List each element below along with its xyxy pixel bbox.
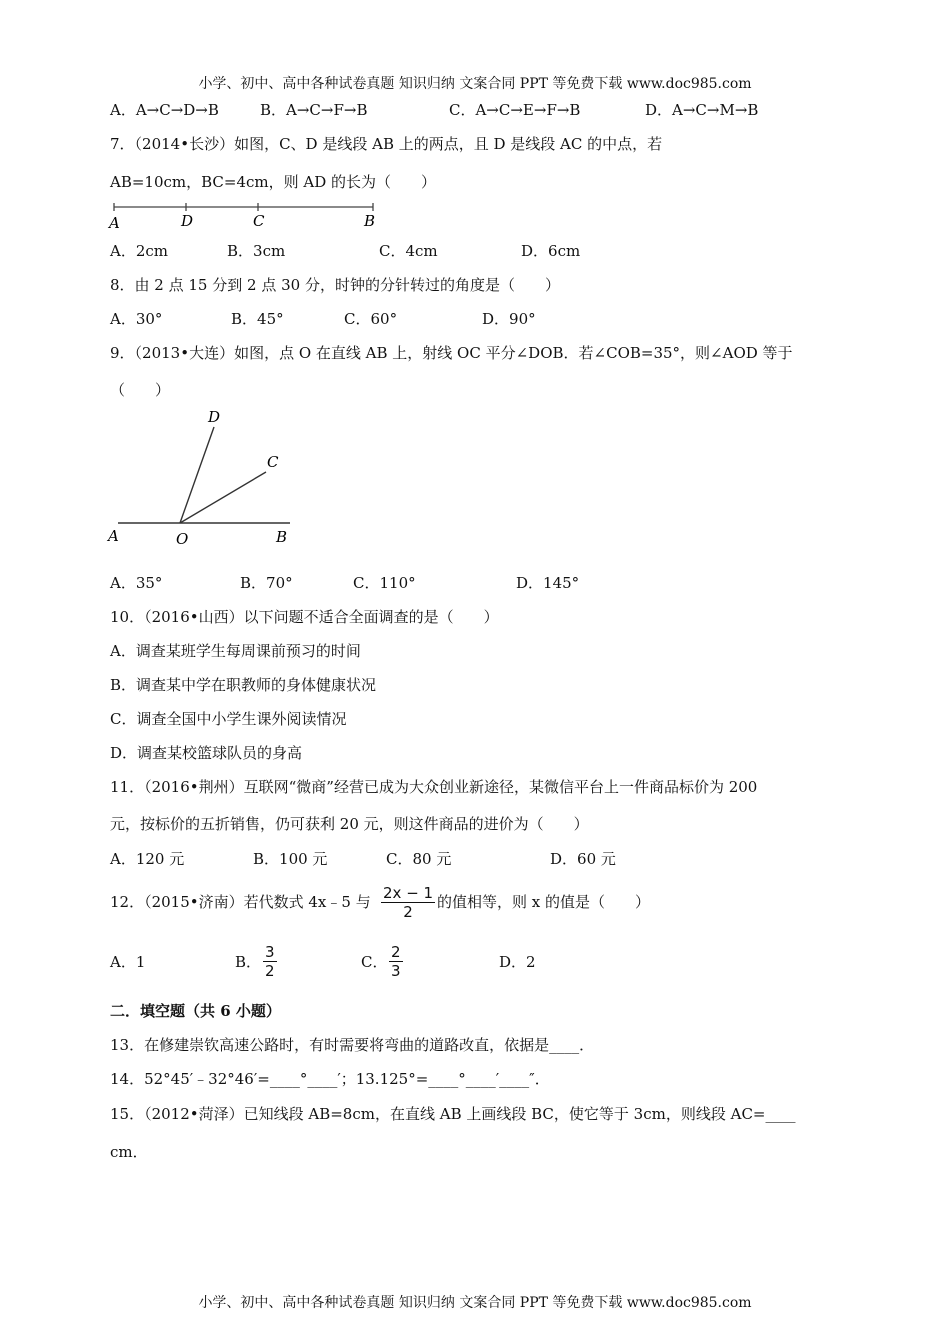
q8-stem: 8．由 2 点 15 分到 2 点 30 分，时钟的分针转过的角度是（ ）	[110, 276, 560, 294]
q7-stem-line2: AB=10cm，BC=4cm，则 AD 的长为（ ）	[110, 173, 437, 191]
label-b: B	[276, 528, 288, 546]
q12-stem-pre: 12．（2015•济南）若代数式 4x﹣5 与	[110, 893, 371, 911]
q13-stem: 13．在修建崇钦高速公路时，有时需要将弯曲的道路改直，依据是____．	[110, 1036, 595, 1054]
q12-option-b-numerator: 3	[265, 943, 275, 961]
q12-option-c-numerator: 2	[391, 943, 401, 961]
q12-option-c-fraction	[389, 943, 403, 980]
q12-option-c-prefix: C．	[361, 953, 388, 971]
page-footer: 小学、初中、高中各种试卷真题 知识归纳 文案合同 PPT 等免费下载 www.doc985.com	[198, 1295, 752, 1311]
label-b: B	[364, 212, 376, 230]
q8-option-d: D．90°	[482, 310, 536, 328]
q7-option-b: B．3cm	[227, 242, 286, 260]
q6-option-b: B．A→C→F→B	[260, 101, 368, 119]
q6-option-a: A．A→C→D→B	[110, 101, 219, 119]
q14-stem: 14．52°45′﹣32°46′=____°____′；13.125°=____°____′____″．	[110, 1070, 550, 1088]
section-2-heading: 二．填空题（共 6 小题）	[110, 1002, 281, 1020]
ray-od	[180, 427, 214, 523]
q7-option-a: A．2cm	[110, 242, 169, 260]
label-a: A	[108, 527, 119, 545]
label-d: D	[208, 408, 221, 426]
q8-option-a: A．30°	[110, 310, 163, 328]
q10-option-b: B．调查某中学在职教师的身体健康状况	[110, 676, 377, 694]
q11-stem-line1: 11．（2016•荆州）互联网“微商”经营已成为大众创业新途径，某微信平台上一件商品标价为 200	[110, 778, 758, 796]
page-header: 小学、初中、高中各种试卷真题 知识归纳 文案合同 PPT 等免费下载 www.doc985.com	[198, 76, 752, 92]
q9-option-c: C．110°	[353, 574, 416, 592]
q10-stem: 10．（2016•山西）以下问题不适合全面调查的是（ ）	[110, 608, 499, 626]
q7-segment-figure	[106, 198, 388, 232]
q6-option-c: C．A→C→E→F→B	[449, 101, 581, 119]
label-a: A	[109, 214, 120, 232]
q11-option-d: D．60 元	[550, 850, 616, 868]
q10-option-a: A．调查某班学生每周课前预习的时间	[110, 642, 361, 660]
q12-stem-post: 的值相等，则 x 的值是（ ）	[437, 893, 650, 911]
q12-option-b-denominator: 2	[265, 962, 275, 980]
q6-option-d: D．A→C→M→B	[645, 101, 759, 119]
q12-option-a: A．1	[110, 953, 146, 971]
q9-option-b: B．70°	[240, 574, 293, 592]
label-c: C	[267, 453, 279, 471]
q9-option-d: D．145°	[516, 574, 580, 592]
q12-fraction-numerator: 2x − 1	[383, 884, 434, 902]
q12-option-b-prefix: B．	[235, 953, 262, 971]
q10-option-d: D．调查某校篮球队员的身高	[110, 744, 303, 762]
q11-stem-line2: 元，按标价的五折销售，仍可获利 20 元，则这件商品的进价为（ ）	[110, 815, 589, 833]
q7-option-d: D．6cm	[521, 242, 581, 260]
q9-stem-line2: （ ）	[110, 381, 171, 399]
q9-option-a: A．35°	[110, 574, 163, 592]
q12-option-c-denominator: 3	[391, 962, 401, 980]
label-o: O	[176, 530, 189, 548]
ray-oc	[180, 472, 266, 523]
q12-fraction-denominator: 2	[403, 903, 413, 921]
q11-option-c: C．80 元	[386, 850, 452, 868]
q15-stem-line2: cm．	[110, 1143, 148, 1161]
q11-option-b: B．100 元	[253, 850, 328, 868]
q12-option-d: D．2	[499, 953, 536, 971]
q11-option-a: A．120 元	[110, 850, 185, 868]
q7-stem-line1: 7．（2014•长沙）如图，C、D 是线段 AB 上的两点，且 D 是线段 AC 的中点，若	[110, 135, 663, 153]
q9-stem-line1: 9．（2013•大连）如图，点 O 在直线 AB 上，射线 OC 平分∠DOB．若∠COB=35°，则∠AOD 等于	[110, 344, 793, 362]
q8-option-c: C．60°	[344, 310, 398, 328]
label-c: C	[253, 212, 265, 230]
q7-option-c: C．4cm	[379, 242, 438, 260]
q9-angle-figure	[106, 403, 302, 550]
q8-option-b: B．45°	[231, 310, 284, 328]
q12-fraction	[381, 884, 435, 921]
label-d: D	[181, 212, 194, 230]
q15-stem-line1: 15．（2012•菏泽）已知线段 AB=8cm，在直线 AB 上画线段 BC，使它等于 3cm，则线段 AC=____	[110, 1105, 796, 1123]
q10-option-c: C．调查全国中小学生课外阅读情况	[110, 710, 347, 728]
q12-option-b-fraction	[263, 943, 277, 980]
